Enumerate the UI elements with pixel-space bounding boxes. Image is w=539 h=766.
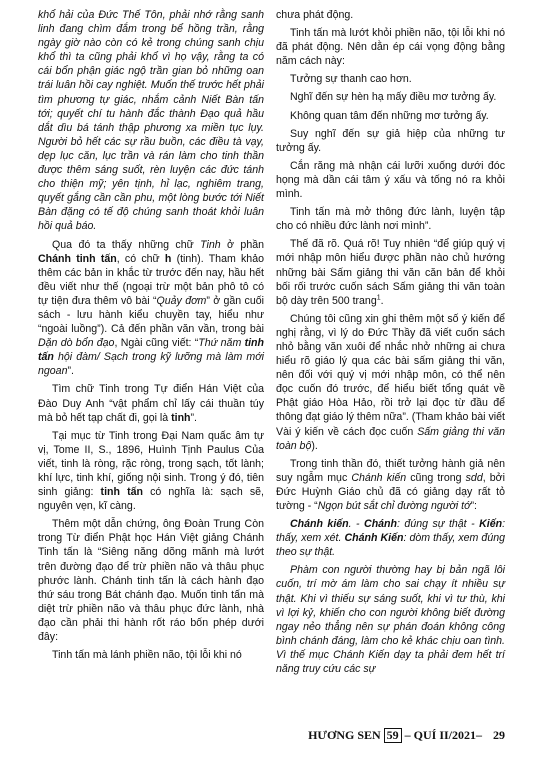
text-segment: : thấy, xem xét. bbox=[276, 518, 506, 545]
right-column-paragraph bbox=[276, 109, 505, 123]
right-column-paragraph bbox=[276, 26, 505, 68]
text-segment: ở phần bbox=[220, 238, 264, 251]
text-segment: ”: bbox=[470, 500, 477, 512]
right-column-paragraph bbox=[276, 72, 505, 86]
footnote-ref: 1 bbox=[376, 294, 381, 302]
text-segment: . - bbox=[348, 518, 365, 531]
text-segment: Tinh bbox=[200, 238, 221, 251]
left-column-paragraph bbox=[38, 238, 264, 379]
text-segment: Tưởng sự thanh cao hơn. bbox=[290, 73, 412, 86]
right-column-paragraph bbox=[276, 127, 505, 155]
text-segment: Chúng tôi cũng xin ghi thêm một số ý kiến để nghị rằng, vì lý do Đức Thầy đã viết cuốn sách nhỏ bằng văn xuôi để nhắc nhở những ai chưa hiểu rõ giáo lý qua các bài sấm giảng thi văn, nên đối với quý vị mới nhập môn, có thể nên đọc cuốn đó trước, để hiểu biết tổng quát về Phật giáo Hòa Hảo, rồi trở lại đọc từ đầu để thông đạt giáo lý thêm nữa”. (Tham khảo bài viết Vài ý kiến về cách đọc cuốn bbox=[276, 312, 505, 438]
text-segment: Thêm một dẫn chứng, ông Đoàn Trung Còn trong Từ điển Phật học Hán Việt giảng Chánh Tinh tấn là “Siêng năng dõng mãnh mà lướt trên đường đạo để trừ phiền não và thâu phục phước lành. Chánh tinh tấn là cách hành đạo thứ sáu trong Bát chánh đạo. Muốn tinh tấn mà diệt trừ phiền não và thâu phục đức lành, nhà đạo cần phải thi hành rốt ráo bốn phép dưới đây: bbox=[38, 518, 264, 644]
text-segment: Nghĩ đến sự hèn hạ mấy điều mơ tưởng ấy. bbox=[290, 91, 497, 104]
text-segment: tinh tấn bbox=[100, 486, 143, 499]
page-footer bbox=[300, 728, 505, 743]
text-segment: Sấm giảng thi văn toàn bộ bbox=[276, 425, 505, 452]
text-segment: , có chữ bbox=[116, 252, 165, 265]
text-segment: Qua đó ta thấy những chữ bbox=[52, 238, 201, 251]
text-segment: có nghĩa là: sạch sẽ, nguyên vẹn, kĩ càng. bbox=[38, 486, 264, 513]
text-segment: Chánh Kiến bbox=[344, 532, 404, 545]
text-segment: Phàm con người thường hay bị bản ngã lôi cuốn, trí mờ ám làm cho sai chạy ít nhiều sự thật. Khi vì thiếu sự sáng suốt, khi vì tư thù, khi vì lợi kỷ, khiến cho con người không biết đường ngay nẻo thẳng nên sự phán đoán không công bình chánh đáng, làm cho kẻ khác chịu oan tình. Vì thế mục Chánh Kiến dạy ta phải đem hết trí năng truy cứu các sự bbox=[276, 564, 505, 676]
text-segment: Chánh kiến bbox=[290, 518, 349, 531]
text-segment: Ngọn bút sắt chỉ đường người tớ bbox=[317, 500, 471, 512]
text-segment: : dòm thấy, xem đúng theo sự thật. bbox=[276, 532, 505, 559]
right-column-paragraph bbox=[276, 8, 505, 22]
text-segment: Cắn răng mà nhận cái lưỡi xuống dưới đóc họng mà dần cái tâm ý xấu và tống nó ra khỏi mình. bbox=[276, 159, 505, 201]
left-column-paragraph bbox=[38, 648, 264, 662]
text-segment: sdd bbox=[465, 471, 483, 484]
left-column bbox=[38, 8, 264, 666]
text-segment: (tinh). Tham khảo thêm các bản in khắc từ trước đến nay, hầu hết đều viết như thế (ngoại trừ một bản phô tô có tự tiện đưa thêm vô bài “ bbox=[38, 252, 264, 307]
left-column-paragraph bbox=[38, 517, 264, 644]
text-segment: chưa phát động. bbox=[276, 9, 354, 21]
left-column-paragraph bbox=[38, 429, 264, 514]
text-segment: Tinh tấn mà lánh phiền não, tội lỗi khi nó bbox=[52, 649, 242, 662]
text-segment: h bbox=[164, 252, 172, 265]
text-segment: khổ hải của Đức Thế Tôn, phải nhớ rằng sanh linh đang chìm đắm trong bể hồng trần, rằng ngày giờ nào còn có kẻ trong chúng sanh chịu khổ thì ta cũng phải khổ vì họ vậy, rằng ta có cái bổn phận giác ngộ trần gian bỏ những oan trái luân hồi cay nghiệt. Muốn thế trước hết phải tìm phương tự giác, nhắm cảnh Niết Bàn tấn tới; quyết chí tu hành đắc thành Đạo quả hầu dắt dìu bá tánh thập phương xa miền tục lụy. Người bỏ hết các sự rầu buồn, các điều tà vạy, dẹp lục căn, lục trần và rán làm cho tinh thần được thêm sáng suốt, rèn luyện các đức tánh cho thiện mỹ; yên tịnh, hỉ lạc, nghiêm trang, quyết gắng cần cần phu, một lòng bước tới Niết Bàn đặng có tế độ chúng sanh thoát khỏi luân hồi quả báo. bbox=[38, 9, 264, 233]
text-segment: , bởi Đức Huỳnh Giáo chủ đã có giảng dạy rất tỏ tường - “ bbox=[276, 471, 505, 512]
text-segment: Quảy đơm bbox=[156, 294, 207, 307]
text-segment: Tìm chữ Tinh trong Tự điển Hán Việt của Đào Duy Anh “vật phẩm chỉ lấy cái thuần túy mà bỏ hết tạp chất đi, gọi là bbox=[38, 383, 264, 424]
right-column-paragraph bbox=[276, 517, 505, 559]
text-segment: cũng trong bbox=[406, 471, 466, 484]
issue-period: – QUÍ II/2021– bbox=[404, 728, 482, 742]
text-segment: Tại mục từ Tinh trong Đại Nam quấc âm tự vị, Tome II, S., 1896, Huình Tịnh Paulus Của viết, tinh là ròng, rặc ròng, trong sạch, tốt lành; khí lực, tinh khí, giống nội sinh. Trong ý đó, tiên sinh giảng: bbox=[38, 429, 264, 499]
left-column-paragraph bbox=[38, 382, 264, 424]
text-segment: Trong tinh thần đó, thiết tưởng hành giả nên suy ngẫm mục bbox=[276, 457, 505, 484]
text-segment: Chánh tinh tấn bbox=[38, 252, 117, 265]
right-column-paragraph bbox=[276, 159, 505, 201]
right-column-paragraph bbox=[276, 237, 505, 307]
text-segment: ). bbox=[311, 439, 318, 452]
text-segment: Tinh tấn mà lướt khỏi phiền não, tội lỗi khi nó đã phát động. Nên dằn ép cái vọng động bằng năm cách này: bbox=[276, 27, 505, 68]
text-segment: Chánh bbox=[364, 518, 398, 531]
text-segment: ”. bbox=[190, 411, 198, 424]
right-column-paragraph bbox=[276, 205, 505, 233]
right-column-paragraph bbox=[276, 563, 505, 676]
text-segment: Suy nghĩ đến sự giả hiệp của những tư tưởng ấy. bbox=[276, 127, 505, 154]
text-segment: Thế đã rõ. Quá rõ! Tuy nhiên “để giúp quý vị mới nhập môn hiểu được phần nào chủ hướng những bài Sấm giảng thi văn căn bản để khỏi bối rối trước cuốn sách Sấm giảng thi văn toàn bộ dày trên 500 trang bbox=[276, 238, 505, 307]
text-segment: . bbox=[380, 294, 384, 307]
text-segment: Chánh kiến bbox=[351, 471, 407, 484]
text-segment: Kiến bbox=[479, 518, 503, 531]
text-segment: ”. bbox=[67, 365, 74, 378]
right-column-paragraph bbox=[276, 312, 505, 453]
text-segment: : đúng sự thật - bbox=[397, 518, 480, 531]
right-column bbox=[276, 8, 505, 680]
text-segment: Dặn dò bổn đạo bbox=[38, 337, 115, 350]
text-segment: ” ở gần cuối sách - lưu hành kiểu chuyền tay, hiểu như “ngoài luồng”). Cả đến phần văn vần, trong bài bbox=[38, 294, 264, 336]
text-segment: hội đàm/ Sạch trong kỹ lưỡng mà làm mới ngoan bbox=[38, 351, 264, 378]
right-column-paragraph bbox=[276, 90, 505, 104]
left-column-paragraph bbox=[38, 8, 264, 234]
text-segment: tinh bbox=[171, 411, 191, 424]
text-segment: Thứ năm bbox=[198, 337, 245, 350]
text-segment: tinh tấn bbox=[38, 337, 264, 364]
text-segment: Không quan tâm đến những mơ tưởng ấy. bbox=[290, 109, 489, 122]
right-column-paragraph bbox=[276, 457, 505, 513]
page-number: 29 bbox=[493, 728, 505, 742]
text-segment: , Ngài cũng viết: “ bbox=[114, 337, 199, 350]
text-segment: Tinh tấn mà mở thông đức lành, luyện tập cho có nhiều đức lành nơi mình”. bbox=[276, 206, 505, 233]
magazine-name: HƯƠNG SEN bbox=[308, 728, 381, 742]
issue-number-box: 59 bbox=[384, 728, 402, 743]
